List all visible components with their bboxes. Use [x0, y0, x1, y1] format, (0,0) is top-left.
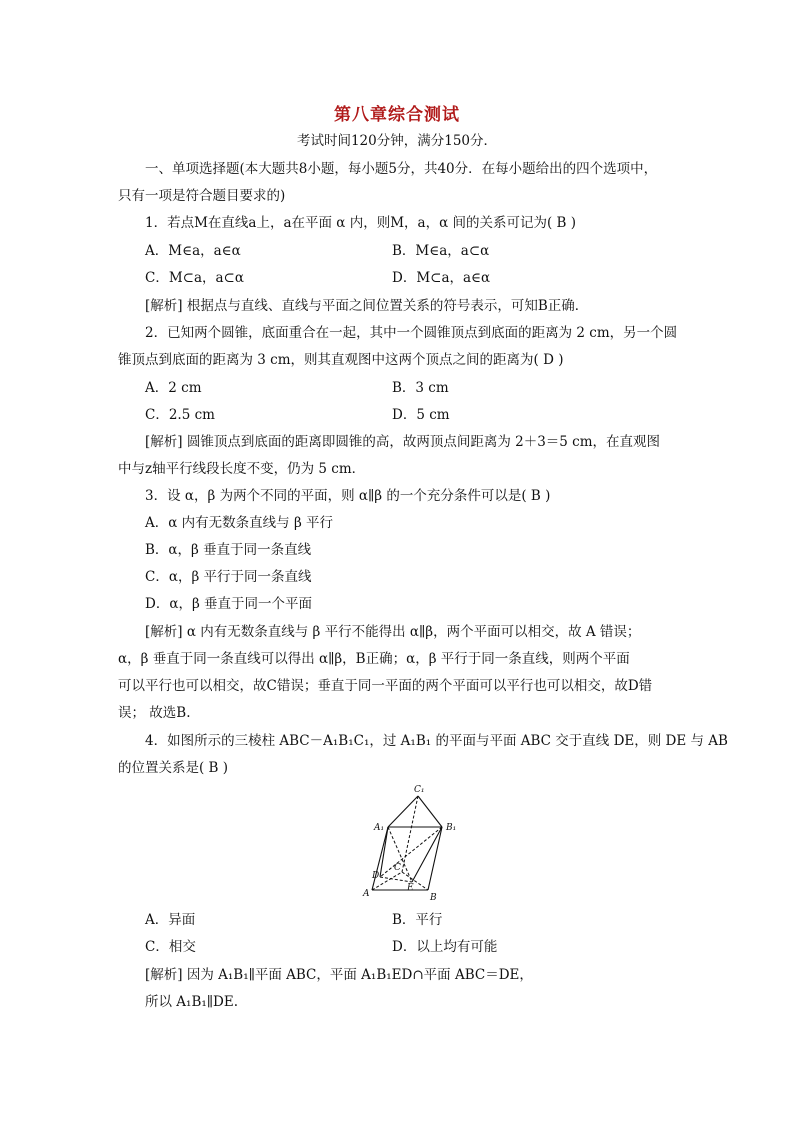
label-a1: A₁ [374, 823, 385, 833]
question-2-stem-cont: 锥顶点到底面的距离为 3 cm，则其直观图中这两个顶点之间的距离为( D ) [118, 352, 564, 368]
label-c1: C₁ [414, 785, 425, 795]
question-2-option-b: B．3 cm [392, 380, 449, 396]
question-4-stem-cont: 的位置关系是( B ) [118, 760, 229, 776]
edge-c1-c-hidden [402, 796, 418, 872]
question-4-option-b: B．平行 [392, 912, 443, 928]
question-4-stem: 4．如图所示的三棱柱 ABC－A₁B₁C₁，过 A₁B₁ 的平面与平面 ABC 交于直线 DE，则 DE 与 AB [145, 733, 728, 749]
question-4-option-a: A．异面 [145, 912, 196, 928]
question-3-stem: 3．设 α，β 为两个不同的平面，则 α∥β 的一个充分条件可以是( B ) [145, 488, 551, 504]
edge-a1-c1 [388, 796, 418, 827]
question-1-option-c: C．M⊂a，a⊂α [145, 270, 244, 286]
page-title: 第八章综合测试 [334, 105, 460, 125]
label-c: C [394, 863, 401, 873]
section-heading-cont: 只有一项是符合题目要求的) [118, 188, 286, 204]
question-4-option-c: C．相交 [145, 939, 196, 955]
question-3-analysis-line4: 误； 故选B. [118, 705, 191, 721]
question-3-analysis-line2: α，β 垂直于同一条直线可以得出 α∥β，B正确；α，β 平行于同一条直线，则两个平面 [118, 651, 630, 667]
edge-d-e-hidden [380, 877, 412, 882]
label-e: E [407, 883, 414, 893]
edge-c1-b1 [418, 796, 442, 827]
question-2-analysis-cont: 中与z轴平行线段长度不变，仍为 5 cm． [118, 461, 366, 477]
edge-b1-e [412, 827, 442, 882]
question-4-analysis: [解析] 因为 A₁B₁∥平面 ABC，平面 A₁B₁ED∩平面 ABC＝DE， [145, 967, 533, 983]
question-4-analysis-cont: 所以 A₁B₁∥DE. [145, 994, 238, 1010]
question-3-option-a: A．α 内有无数条直线与 β 平行 [145, 515, 334, 531]
question-4-option-d: D．以上均有可能 [392, 939, 498, 955]
question-1-option-b: B．M∈a，a⊂α [392, 243, 490, 259]
label-d: D [372, 871, 380, 881]
question-2-option-c: C．2.5 cm [145, 407, 215, 423]
label-b1: B₁ [446, 823, 457, 833]
question-2-stem: 2．已知两个圆锥，底面重合在一起，其中一个圆锥顶点到底面的距离为 2 cm，另一个圆 [145, 325, 678, 341]
label-a: A [363, 889, 370, 899]
question-3-analysis-line3: 可以平行也可以相交，故C错误；垂直于同一平面的两个平面可以平行也可以相交，故D错 [118, 678, 653, 694]
section-heading: 一、单项选择题(本大题共8小题，每小题5分，共40分．在每小题给出的四个选项中， [145, 161, 658, 177]
question-2-analysis: [解析] 圆锥顶点到底面的距离即圆锥的高，故两顶点间距离为 2＋3＝5 cm，在直观图 [145, 434, 661, 450]
question-1-analysis: [解析] 根据点与直线、直线与平面之间位置关系的符号表示，可知B正确． [145, 298, 589, 314]
question-2-option-d: D．5 cm [392, 407, 450, 423]
question-3-option-b: B．α，β 垂直于同一条直线 [145, 542, 312, 558]
question-1-option-d: D．M⊂a，a∈α [392, 270, 491, 286]
question-1-stem: 1．若点M在直线a上，a在平面 α 内，则M，a，α 间的关系可记为( B ) [145, 215, 577, 231]
question-3-option-d: D．α，β 垂直于同一个平面 [145, 596, 313, 612]
question-3-option-c: C．α，β 平行于同一条直线 [145, 569, 312, 585]
label-b: B [430, 893, 437, 903]
question-3-analysis: [解析] α 内有无数条直线与 β 平行不能得出 α∥β，两个平面可以相交，故 A 错误； [145, 624, 641, 640]
exam-info: 考试时间120分钟，满分150分． [296, 133, 498, 149]
prism-figure [360, 782, 470, 904]
question-1-option-a: A．M∈a，a∈α [145, 243, 241, 259]
question-2-option-a: A．2 cm [145, 380, 202, 396]
